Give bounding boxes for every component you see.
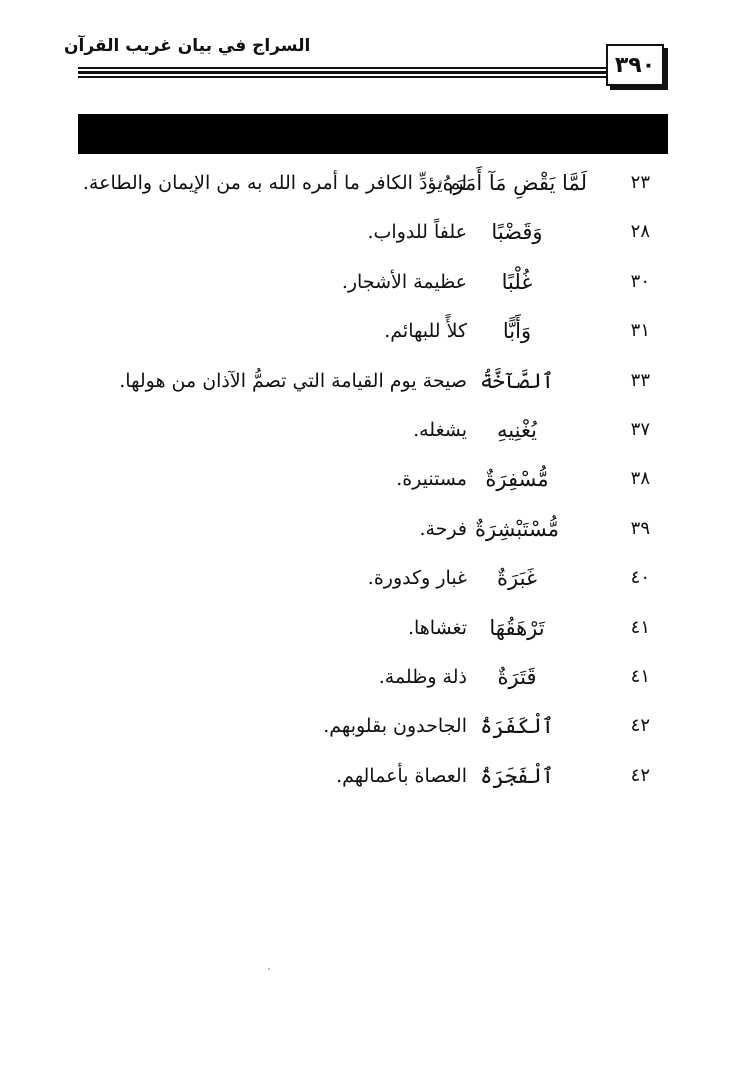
quran-word: ٱلصَّآخَّةُ (480, 368, 554, 393)
quran-word: يُغْنِيهِ (497, 418, 537, 442)
quran-word: مُّسْتَبْشِرَةٌ (475, 516, 559, 541)
word-meaning: الجاحدون بقلوبهم. (323, 715, 467, 738)
header-rule-bottom (78, 76, 606, 78)
quran-word: غُلْبًا (501, 269, 533, 294)
glossary-row (0, 262, 755, 302)
glossary-row (0, 756, 755, 796)
quran-word: غَبَرَةٌ (497, 566, 537, 591)
word-meaning: العصاة بأعمالهم. (336, 764, 467, 787)
header-rule-middle (78, 71, 606, 74)
word-meaning: عظيمة الأشجار. (341, 270, 467, 293)
quran-word: تَرْهَقُهَا (489, 615, 545, 640)
glossary-row (0, 608, 755, 648)
glossary-row (0, 459, 755, 499)
quran-word: لَمَّا يَقْضِ مَآ أَمَرَهُۥ (437, 171, 587, 195)
book-title: السراج في بيان غريب القرآن (64, 36, 311, 56)
verse-number: ٢٨ (630, 221, 650, 243)
glossary-row (0, 558, 755, 598)
verse-number: ٤٠ (630, 567, 650, 589)
word-meaning: فرحة. (419, 517, 467, 540)
verse-number: ٣٨ (630, 468, 650, 490)
scan-speck (268, 968, 270, 970)
quran-word: وَأَبًّا (502, 319, 532, 344)
surah-heading-band (78, 114, 668, 154)
glossary-row (0, 361, 755, 401)
verse-number: ٤١ (630, 616, 650, 638)
quran-word: قَتَرَةٌ (497, 665, 537, 689)
glossary-row (0, 163, 755, 203)
quran-word: مُّسْفِرَةٌ (485, 467, 549, 492)
header-rule-top (78, 67, 606, 69)
word-meaning: غبار وكدورة. (367, 567, 467, 590)
word-meaning: صيحة يوم القيامة التي تصمُّ الآذان من هولها. (119, 369, 467, 392)
quran-word: وَقَضْبًا (491, 220, 543, 245)
word-meaning: علفاً للدواب. (367, 221, 467, 244)
glossary-row (0, 410, 755, 450)
glossary-row (0, 212, 755, 252)
glossary-row (0, 706, 755, 746)
word-meaning: لم يؤدِّ الكافر ما أمره الله به من الإيمان والطاعة. (82, 172, 467, 194)
quran-word: ٱلْكَفَرَةُ (480, 714, 554, 739)
verse-number: ٤٢ (630, 764, 650, 786)
verse-number: ٣٠ (630, 270, 650, 292)
word-meaning: مستنيرة. (396, 468, 467, 491)
word-meaning: كلأً للبهائم. (384, 320, 467, 343)
verse-number: ٣١ (630, 320, 650, 342)
word-meaning: ذلة وظلمة. (378, 666, 467, 688)
verse-number: ٤٢ (630, 715, 650, 737)
word-meaning: يشغله. (413, 419, 467, 441)
quran-word: ٱلْفَجَرَةُ (480, 763, 554, 788)
glossary-row (0, 509, 755, 549)
glossary-row (0, 657, 755, 697)
verse-number: ٢٣ (630, 172, 650, 193)
verse-number: ٤١ (630, 666, 650, 687)
glossary-row (0, 311, 755, 351)
word-meaning: تغشاها. (407, 616, 467, 639)
page-number: ٣٩٠ (606, 44, 664, 86)
verse-number: ٣٩ (630, 517, 650, 539)
verse-number: ٣٣ (630, 369, 650, 391)
verse-number: ٣٧ (630, 419, 650, 440)
